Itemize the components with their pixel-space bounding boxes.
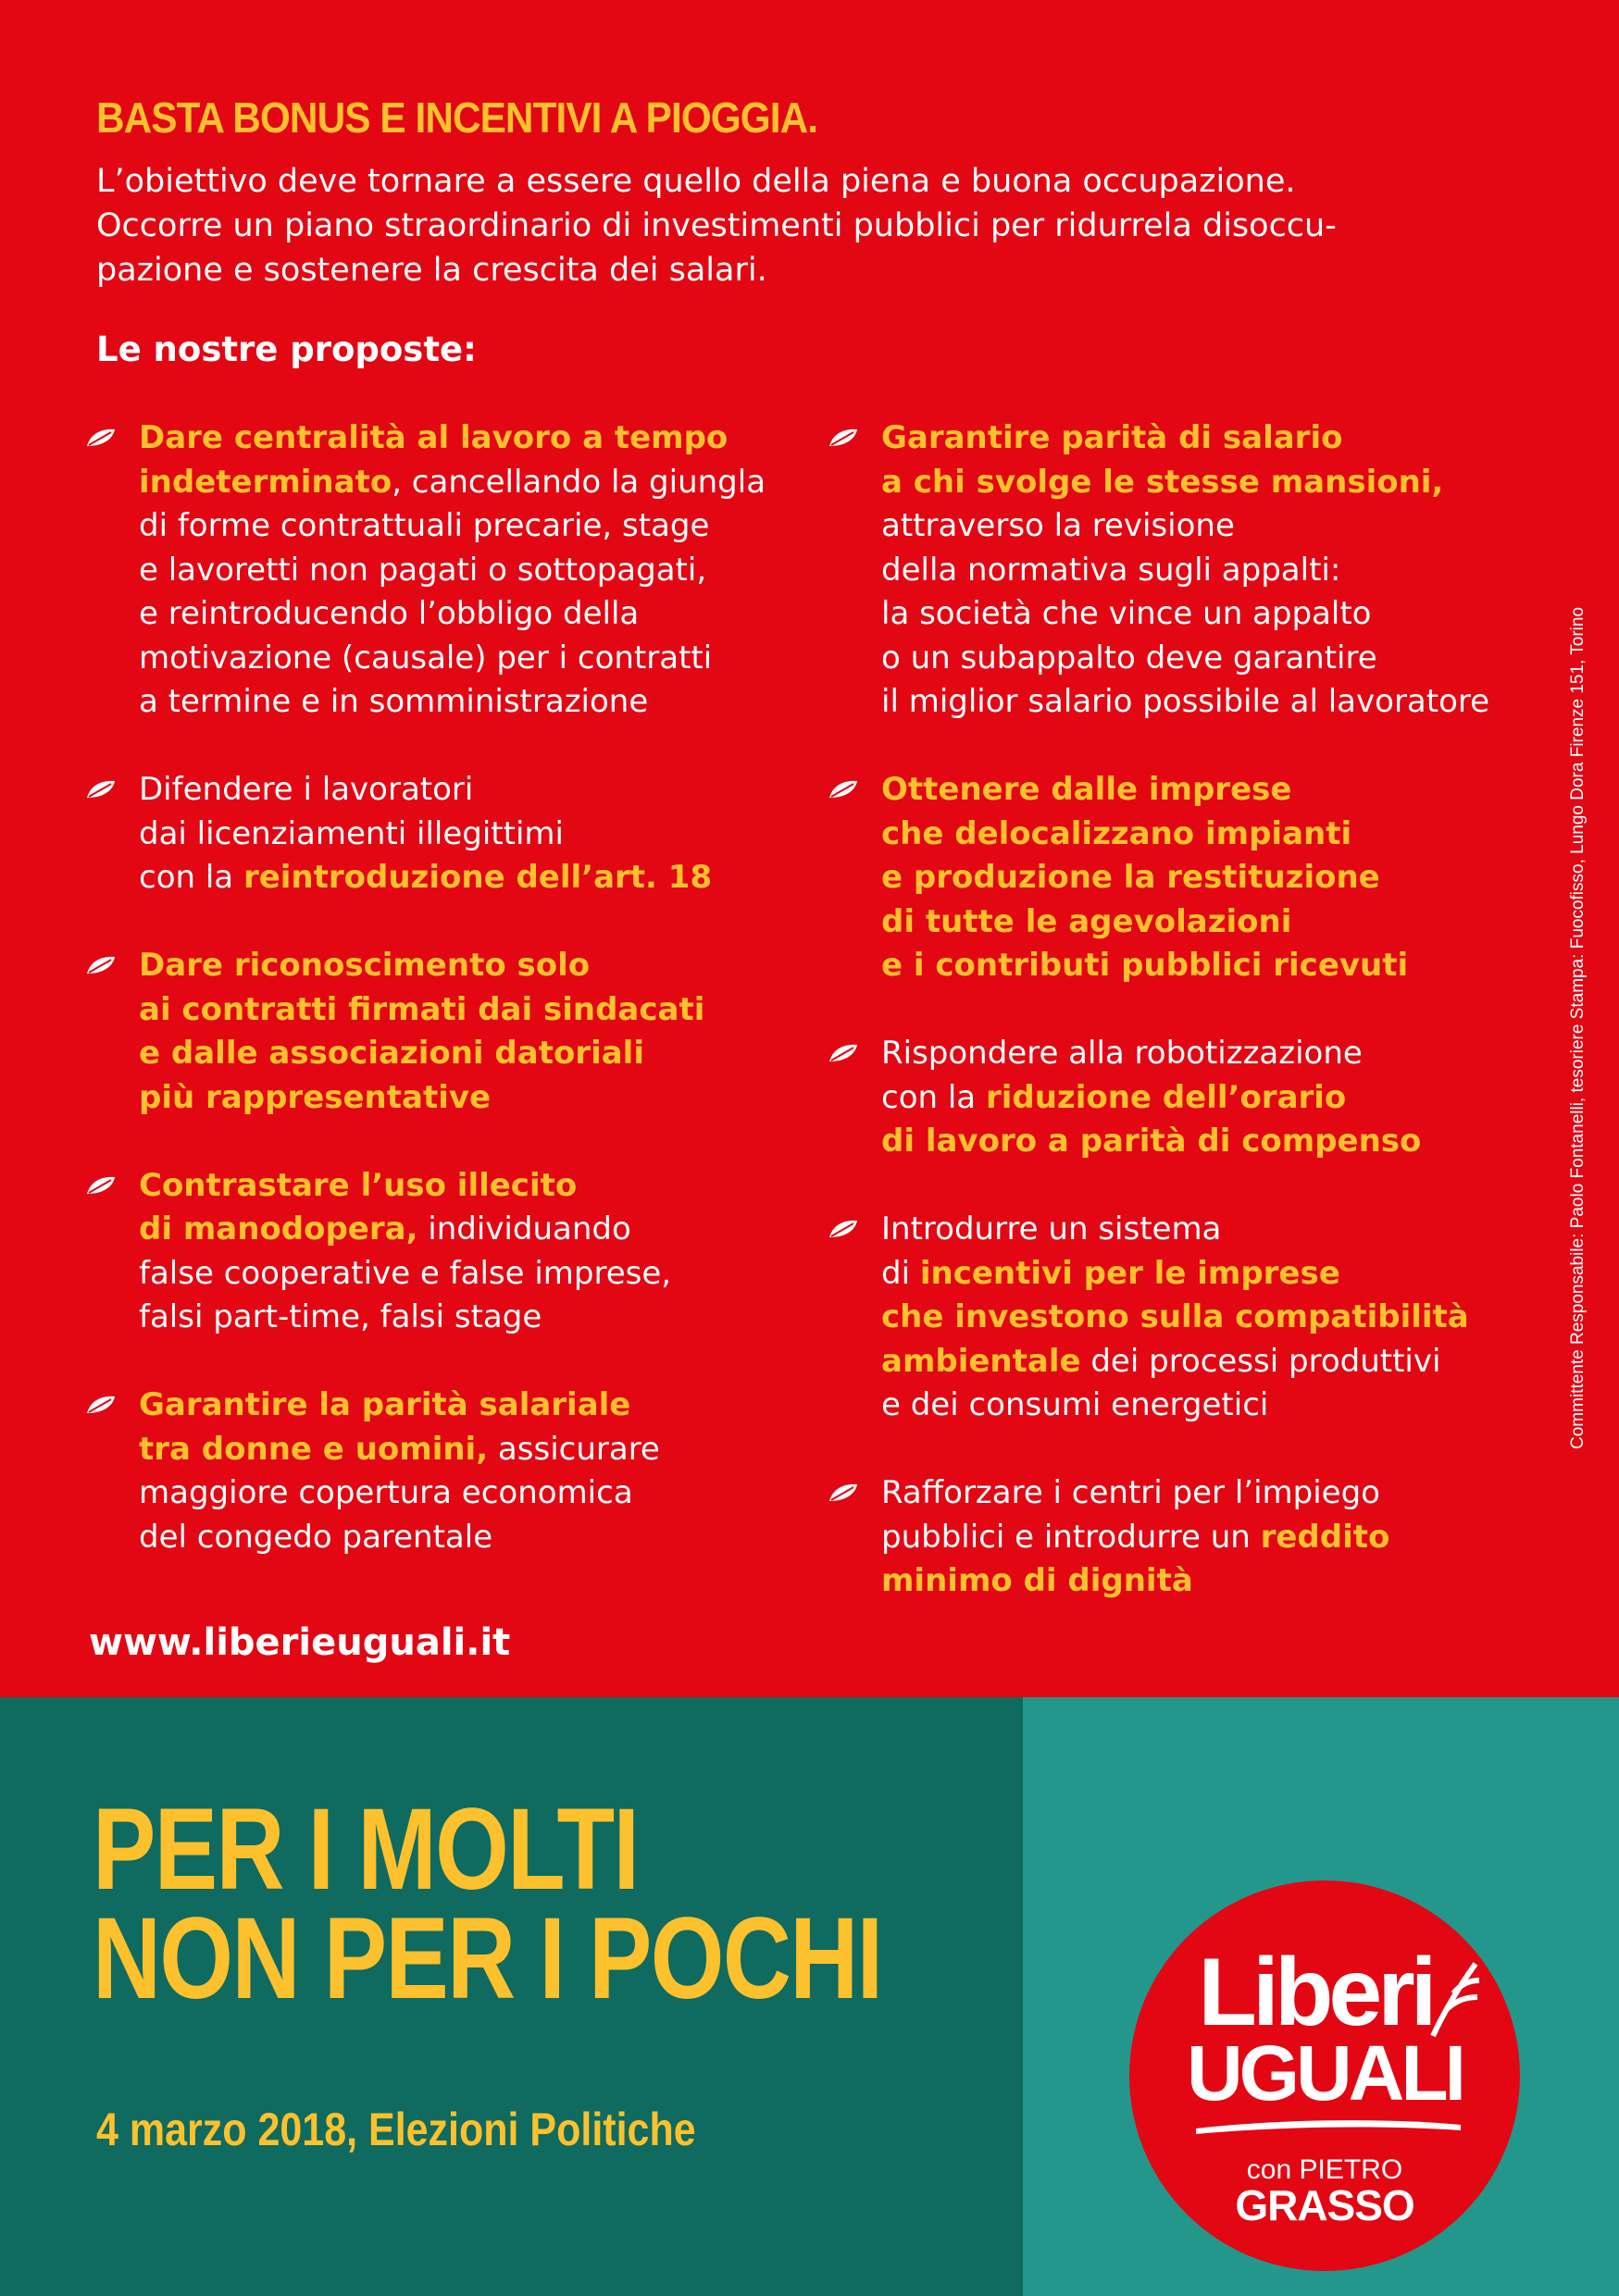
intro-line: pazione e sostenere la crescita dei salari.: [96, 252, 767, 289]
leaf-icon: [828, 428, 859, 448]
proposal-text: assicurare maggiore copertura economica del congedo parentale: [139, 1430, 660, 1556]
logo-word-liberi: Liberi: [1198, 1939, 1433, 2046]
leaf-icon: [85, 779, 117, 800]
intro-line: Occorre un piano straordinario di investimenti pubblici per ridurrela disoccu-: [96, 207, 1337, 244]
leaf-icon: [828, 1219, 859, 1239]
proposal-highlight: reintroduzione dell’art. 18: [243, 859, 713, 896]
logo-swoosh: [1194, 2116, 1463, 2134]
intro-line: L’obiettivo deve tornare a essere quello della piena e buona occupazione.: [96, 163, 1296, 200]
leaf-icon: [85, 428, 117, 448]
proposals-heading: Le nostre proposte:: [96, 329, 477, 369]
proposal-item: [81, 1384, 813, 1559]
proposal-item: [824, 416, 1564, 725]
leaf-icon: [85, 955, 117, 975]
proposal-highlight: incentivi per le imprese che investono sulla compatibilità ambientale: [881, 1254, 1469, 1380]
proposal-text: individuando false cooperative e false imprese, falsi part-time, falsi stage: [139, 1210, 672, 1335]
proposal-text: Rispondere alla robotizzazione con la: [881, 1035, 1363, 1116]
proposal-item: [824, 1471, 1564, 1604]
leaf-icon: [828, 1483, 859, 1503]
proposal-item: [81, 944, 813, 1120]
proposals-right-column: [824, 416, 1564, 1647]
proposal-text: Rafforzare i centri per l’impiego pubblici e introdurre un: [881, 1474, 1380, 1556]
proposal-highlight: riduzione dell’orario di lavoro a parità di compenso: [881, 1078, 1422, 1160]
headline: BASTA BONUS E INCENTIVI A PIOGGIA.: [96, 93, 818, 142]
election-date: 4 marzo 2018, Elezioni Politiche: [96, 2104, 696, 2155]
proposals-left-column: [81, 416, 813, 1604]
proposal-highlight: reddito minimo di dignità: [881, 1518, 1390, 1599]
proposal-item: [824, 768, 1564, 988]
leaf-icon: [828, 779, 859, 800]
leaf-icon: [85, 1175, 117, 1196]
proposal-highlight: Ottenere dalle imprese che delocalizzano impianti e produzione la restituzione di tutte le agevolazioni e i contributi pubblici ricevuti: [881, 771, 1409, 984]
website-url: www.liberieuguali.it: [89, 1621, 511, 1664]
proposal-highlight: Dare riconoscimento solo ai contratti firmati dai sindacati e dalle associazioni datoriali più rappresentative: [139, 947, 705, 1116]
intro-text: [96, 159, 1485, 292]
leaf-icon: [828, 1043, 859, 1063]
proposal-text: Introdurre un sistema di: [881, 1210, 1222, 1292]
party-logo: [1129, 1880, 1520, 2271]
proposal-text: dei processi produttivi e dei consumi energetici: [881, 1342, 1441, 1423]
proposal-text: Difendere i lavoratori dai licenziamenti illegittimi con la: [139, 771, 564, 896]
proposal-text: attraverso la revisione della normativa sugli appalti: la società che vince un appalto o un subappalto deve garantire il miglior salario possibile al lavoratore: [881, 507, 1490, 720]
proposal-highlight: Garantire parità di salario a chi svolge le stesse mansioni,: [881, 419, 1444, 501]
logo-grasso: GRASSO: [1235, 2181, 1414, 2229]
slogan-line: NON PER I POCHI: [93, 1894, 882, 2023]
logo-con-pietro: con PIETRO: [1246, 2154, 1403, 2185]
proposal-highlight: Contrastare l’uso illecito di manodopera,: [139, 1166, 578, 1247]
proposal-item: [81, 1164, 813, 1340]
proposal-item: [81, 768, 813, 900]
proposal-item: [824, 1208, 1564, 1428]
proposal-item: [81, 416, 813, 725]
print-credits: Committente Responsabile: Paolo Fontanelli, tesoriere Stampa: Fuocofisso, Lungo Dora Firenze 151, Torino: [1568, 606, 1588, 1449]
proposal-highlight: Garantire la parità salariale tra donne e uomini,: [139, 1386, 631, 1468]
logo-word-uguali: UGUALI: [1187, 2029, 1463, 2116]
slogan-line: PER I MOLTI: [93, 1785, 639, 1914]
proposal-highlight: Dare centralità al lavoro a tempo indeterminato: [139, 419, 729, 501]
slogan: [93, 1785, 882, 2023]
leaf-icon: [85, 1395, 117, 1415]
proposal-item: [824, 1032, 1564, 1164]
proposal-text: , cancellando la giungla di forme contrattuali precarie, stage e lavoretti non pagati o sottopagati, e reintroducendo l’obbligo della motivazione (causale) per i contratti a termine e in somministrazione: [139, 463, 766, 720]
